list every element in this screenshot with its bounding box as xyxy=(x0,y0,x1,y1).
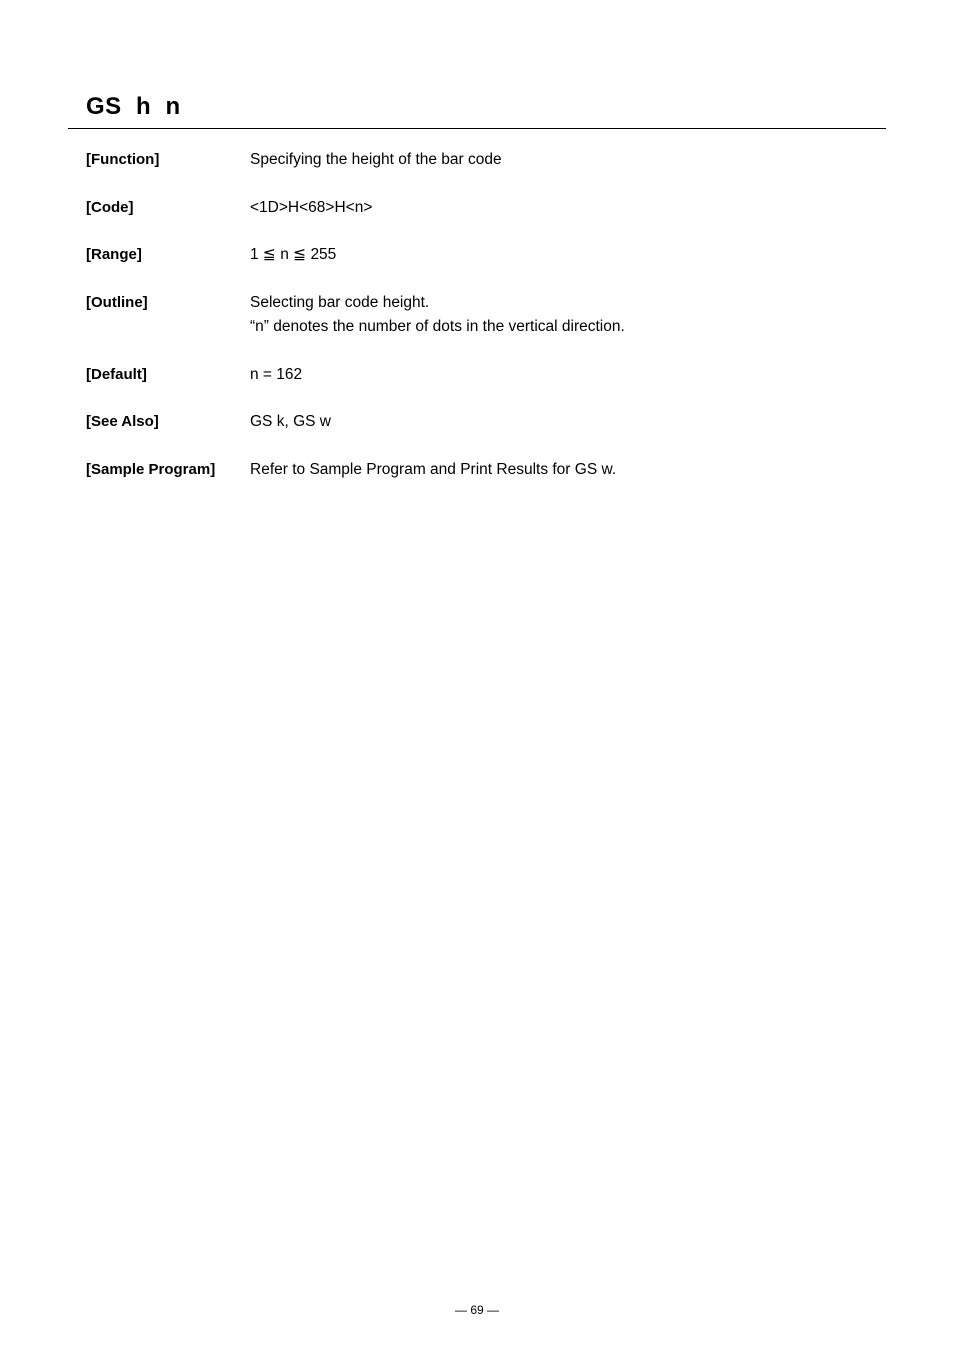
default-label: [Default] xyxy=(86,366,147,383)
page-title: GS h n xyxy=(86,93,181,120)
outline-line-2: “n” denotes the number of dots in the vertical direction. xyxy=(250,318,625,335)
function-label: [Function] xyxy=(86,151,160,168)
default-value: n = 162 xyxy=(250,366,303,383)
function-value: Specifying the height of the bar code xyxy=(250,151,502,168)
outline-value xyxy=(250,291,625,339)
title-divider xyxy=(68,128,886,129)
sample-program-value: Refer to Sample Program and Print Results for GS w. xyxy=(250,461,617,478)
see-also-label: [See Also] xyxy=(86,413,159,430)
code-label: [Code] xyxy=(86,199,134,216)
page-number: — 69 — xyxy=(454,1303,499,1317)
outline-label: [Outline] xyxy=(86,294,148,311)
code-value: <1D>H<68>H<n> xyxy=(250,199,373,216)
sample-program-label: [Sample Program] xyxy=(86,461,216,478)
range-value: 1 ≦ n ≦ 255 xyxy=(250,246,337,263)
outline-line-1: Selecting bar code height. xyxy=(250,294,430,311)
see-also-value: GS k, GS w xyxy=(250,413,331,430)
range-label: [Range] xyxy=(86,246,142,263)
